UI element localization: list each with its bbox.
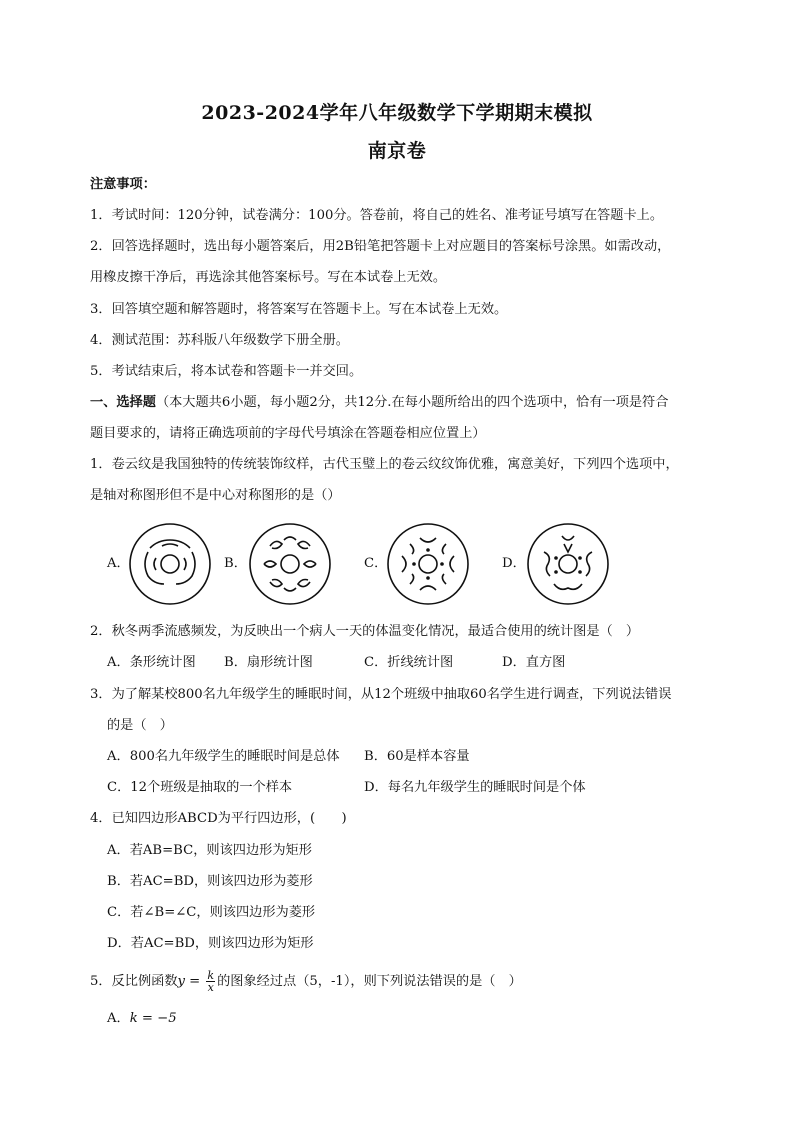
jade-disk-b-figure [248,522,332,606]
note-item: 2．回答选择题时，选出每小题答案后，用2B铅笔把答题卡上对应题目的答案标号涂黑。如需改动， [90,239,671,254]
note-item: 用橡皮擦干净后，再选涂其他答案标号。写在本试卷上无效。 [90,270,447,285]
question-2-stem: 2．秋冬两季流感频发，为反映出一个病人一天的体温变化情况，最适合使用的统计图是（ ） [90,624,640,639]
q4-option-d: D．若AC=BD，则该四边形为矩形 [107,936,314,951]
q4-option-a: A．若AB=BC，则该四边形为矩形 [107,843,312,858]
q1-option-label-c: C． [364,556,388,571]
q3-option-d: D．每名九年级学生的睡眠时间是个体 [364,780,586,795]
section-heading: 一、选择题 [90,395,156,410]
note-item: 4．测试范围：苏科版八年级数学下册全册。 [90,333,349,348]
q5-fraction [206,970,215,993]
q1-option-label-d: D． [502,556,526,571]
q1-option-label-b: B． [224,556,247,571]
notes-heading: 注意事项： [90,177,156,192]
q5-fraction-denominator: x [207,981,214,994]
question-3-line1: 3．为了解某校800名九年级学生的睡眠时间，从12个班级中抽取60名学生进行调查，下列说法错误 [90,687,672,702]
page-title: 2023-2024学年八年级数学下学期期末模拟 [201,102,593,124]
section-heading-line [90,393,668,413]
q4-option-c: C．若∠B=∠C，则该四边形为菱形 [107,905,316,920]
q2-option-c: C．折线统计图 [364,655,454,670]
jade-disk-c-figure [386,522,470,606]
section-desc: （本大题共6小题，每小题2分，共12分.在每小题所给出的四个选项中，恰有一项是符合 [155,395,669,410]
q5-y-variable: y [177,974,185,989]
q2-option-a: A．条形统计图 [107,655,196,670]
note-item: 1．考试时间：120分钟，试卷满分：100分。答卷前，将自己的姓名、准考证号填写在答题卡上。 [90,208,664,223]
q5-stem-post: 的图象经过点（5，-1），则下列说法错误的是（ ） [217,974,522,989]
q3-option-b: B．60是样本容量 [364,749,470,764]
q5-equals: = [184,974,205,989]
q4-option-b: B．若AC=BD，则该四边形为菱形 [107,874,313,889]
page-subtitle: 南京卷 [367,140,427,162]
q3-option-c: C．12个班级是抽取的一个样本 [107,780,293,795]
question-3-line2: 的是（ ） [107,718,173,733]
q5-stem-pre: 5．反比例函数 [90,974,178,989]
question-1-line1: 1．卷云纹是我国独特的传统装饰纹样，古代玉璧上的卷云纹纹饰优雅，寓意美好，下列四个选项中， [90,457,679,472]
question-1-line2: 是轴对称图形但不是中心对称图形的是（） [90,488,341,503]
jade-disk-a-figure [128,522,212,606]
q5-option-a [107,1009,177,1029]
q5-option-a-label: A． [107,1011,130,1026]
q2-option-d: D．直方图 [502,655,566,670]
q3-option-a: A．800名九年级学生的睡眠时间是总体 [107,749,340,764]
q1-option-label-a: A． [107,556,130,571]
q5-option-a-value: k = −5 [129,1011,177,1026]
note-item: 3．回答填空题和解答题时，将答案写在答题卡上。写在本试卷上无效。 [90,302,508,317]
note-item: 5．考试结束后，将本试卷和答题卡一并交回。 [90,364,363,379]
q2-option-b: B．扇形统计图 [224,655,313,670]
question-4-stem: 4．已知四边形ABCD为平行四边形，( ) [90,811,347,826]
section-desc-2: 题目要求的，请将正确选项前的字母代号填涂在答题卷相应位置上） [90,426,486,441]
question-5-stem [90,970,522,993]
q5-fraction-numerator: k [207,969,215,982]
jade-disk-d-figure [526,522,610,606]
